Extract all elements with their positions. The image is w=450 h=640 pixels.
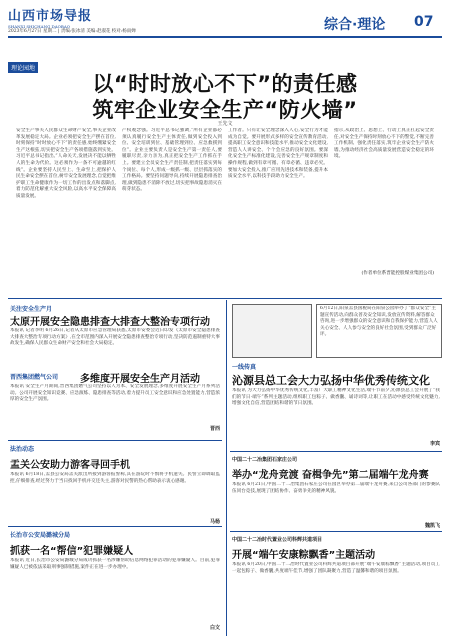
right-article3-org: 中国二十二冶时代置业公司科辉共道项目 xyxy=(232,537,323,543)
right-article1-title: 沁源县总工会大力弘扬中华优秀传统文化 xyxy=(232,374,430,387)
left-article4-byline: 白文 xyxy=(209,625,220,631)
left-article1-tag: 关注安全生产月 xyxy=(10,306,53,313)
editors: 责编:张冰清 美编:赵淑花 校对:杨雨婵 xyxy=(60,29,136,34)
main-author: 王先文 xyxy=(217,121,233,127)
right-divider-1 xyxy=(230,451,442,452)
left-article4-body: 本报讯 近日,长治市公安局潞城分局成功抓获一名涉嫌帮助信息网络犯罪活动的犯罪嫌疑人。目前,犯罪嫌疑人已被依法采取刑事强制措施,案件正在进一步办理中。 xyxy=(10,558,220,570)
right-article2-org: 中国二十二冶集团石家庄公司 xyxy=(232,457,298,463)
right-article2-body: 本报讯 6月21日,中国二十二冶集团石家庄公司在园区举办第二届端午龙舟赛,来自公司各部门的参赛队伍同台竞技,展现了团结协作、奋勇争先的精神风貌。 xyxy=(232,482,440,494)
left-article1-body: 本报讯 记者李明 6月26日,记者从太原市应急管理局获悉,太原市安委会近日印发《太原市安全隐患排查大排查大整治专项行动方案》,在全市范围内深入开展安全隐患排查整治专项行动,坚决防范遏制重特大事故发生,确保人民群众生命财产安全和社会大局稳定。 xyxy=(10,328,220,347)
left-article3-tag: 法治动态 xyxy=(10,446,35,453)
main-article-footnote: (作者单位系晋能控股煤业集团公司) xyxy=(361,271,434,276)
paper-name-en: SHANXI SHICHANG DAOBAO xyxy=(8,24,71,29)
left-article2-body: 本报讯 安全生产月期间,晋西集团燃气公司坚持以人为本、安全发展理念,多维度开展安全生产月系列活动。公司开展安全知识竞赛、应急演练、隐患排查等活动,着力提升员工安全意识和应急处置能力,营造浓厚的安全生产氛围。 xyxy=(10,384,220,403)
right-article1-byline: 李宾 xyxy=(429,441,440,447)
right-article2-title: 举办“龙舟竞渡 奋楫争先”第二届端午龙舟赛 xyxy=(232,470,429,481)
masthead xyxy=(0,0,450,36)
header-rule xyxy=(8,36,442,38)
inquiry-box-text: 6月12日,阳泉盂县国税局在阳泉公园举办了“群众安全”主题宣传活动,向群众普及安全知识,发放宣传资料,解答群众咨询,进一步增强群众的安全意识和自我保护能力,营造人人关心安全、人人参与安全的良好社会氛围,受到群众广泛好评。 xyxy=(320,306,438,338)
left-article4-tag: 长治市公安局潞城分局 xyxy=(10,532,71,539)
main-article-col3: 工作者。只有让安全理念深入人心,安全行为才能成为自觉。要开展形式多样的安全宣传教育活动,提高职工安全意识和技能水平,推动安全文化建设,营造人人讲安全、个个会应急的良好氛围。要深化安全生产标准化建设,完善安全生产规章制度和操作规程,做到有章可循、有章必循、违章必究。要加大安全投入,推广应用先进技术和装备,提升本质安全水平,以科技手段助力安全生产。 xyxy=(228,128,328,180)
section-name: 综合·理论 xyxy=(324,17,386,33)
photo-placeholder xyxy=(232,304,312,358)
left-article3-body: 本报讯 6月18日,盂县公安局盂关派出所接到游客报警称,其在游玩时不慎将手机遗失。民警立即调取监控,仔细排查,经过努力于当日找回手机并交还失主,游客对民警的热心帮助表示衷心感谢。 xyxy=(10,472,220,484)
right-article3-title: 开展“端午安康粽飘香”主题活动 xyxy=(232,550,376,561)
left-article4-title: 抓获一名“帮信”犯罪嫌疑人 xyxy=(10,546,134,557)
section-tag-theory: 理论园地 xyxy=(8,62,38,73)
right-section-tag: 一线传真 xyxy=(232,364,257,371)
right-article1-body: 本报讯 为大力弘扬中华优秀传统文化,丰富广大职工精神文化生活,端午节前夕,沁源县总工会开展了“我们的节日·端午”系列主题活动,组织职工包粽子、做香囊、诵诗词等,让职工在活动中感受传统文化魅力,增强文化自信,营造团结和谐的节日氛围。 xyxy=(232,388,440,407)
right-divider-2 xyxy=(230,531,442,532)
main-headline-line2: 筑牢企业安全生产“防火墙” xyxy=(92,98,358,122)
left-article2-tag: 晋西集团燃气公司 xyxy=(10,374,59,381)
left-divider-2 xyxy=(8,526,222,527)
left-article3-title: 盂关公安助力游客寻回手机 xyxy=(10,460,130,471)
main-article-col1: 安全生产事关人民群众生命财产安全,事关企业改革发展稳定大局。企业必须把安全生产摆在首位,时刻保持“时时放心不下”的责任感,始终绷紧安全生产这根弦,切实把安全生产各项措施落到实处。习近平总书记指出,“人命关天,发展决不能以牺牲人的生命为代价。这必须作为一条不可逾越的红线”。企业要坚持人民至上、生命至上,把保护人民生命安全摆在首位,树牢安全发展理念,自觉把维护职工生命健康作为一切工作的出发点和落脚点,着力防范化解重大安全风险,以高水平安全保障高质量发展。 xyxy=(16,128,116,199)
left-divider-1 xyxy=(8,440,222,441)
main-headline-line1: 以“时时放心不下”的责任感 xyxy=(92,72,358,96)
right-article2-byline: 魏凯飞 xyxy=(424,523,440,529)
left-article2-title: 多维度开展安全生产月活动 xyxy=(80,374,200,385)
section-divider xyxy=(8,298,442,299)
left-article1-title: 太原开展安全隐患排查大排查大整治专项行动 xyxy=(10,317,210,328)
date-editors-line: 2023年6月27日 星期二 | 责编:张冰清 美编:赵淑花 校对:杨雨婵 xyxy=(8,29,136,34)
issue-date: 2023年6月27日 星期二 xyxy=(8,29,57,34)
right-article3-body: 本报讯 6月20日,中国二十二冶时代置业公司科辉共道项目部开展“端午安康粽飘香”主题活动,项目员工一起包粽子、做香囊,共度端午佳节,增强了团队凝聚力,营造了温馨和谐的项目氛围。 xyxy=(232,562,440,574)
column-divider xyxy=(226,300,227,636)
page-number: 07 xyxy=(414,14,434,30)
paper-name: 山西市场导报 xyxy=(8,9,93,24)
left-article3-byline: 马杨 xyxy=(209,519,220,525)
main-article-col4: 指示,从政治上、思想上、行动上真正扛起安全责任,对安全生产保持时刻放心不下的警觉,不断完善工作机制、强化责任落实,筑牢企业安全生产防火墙,为推动经济社会高质量发展营造安全稳定的环境。 xyxy=(334,128,434,160)
main-article-col2: 产权观念强。习近平总书记强调,“所有企业都必须认真履行安全生产主体责任,做到安全投入到位、安全培训到位、基础管理到位、应急救援到位”。企业主要负责人是安全生产第一责任人,要履职尽责,亲力亲为,真正把安全生产工作抓在手上。要建立全员安全生产责任制,把责任落实到每个岗位、每个人,形成一级抓一级、层层抓落实的工作格局。要坚持问题导向,持续开展隐患排查治理,做到隐患不消除不放过,切实把事故隐患消灭在萌芽状态。 xyxy=(122,128,222,193)
left-article2-byline: 晋西 xyxy=(209,426,220,432)
